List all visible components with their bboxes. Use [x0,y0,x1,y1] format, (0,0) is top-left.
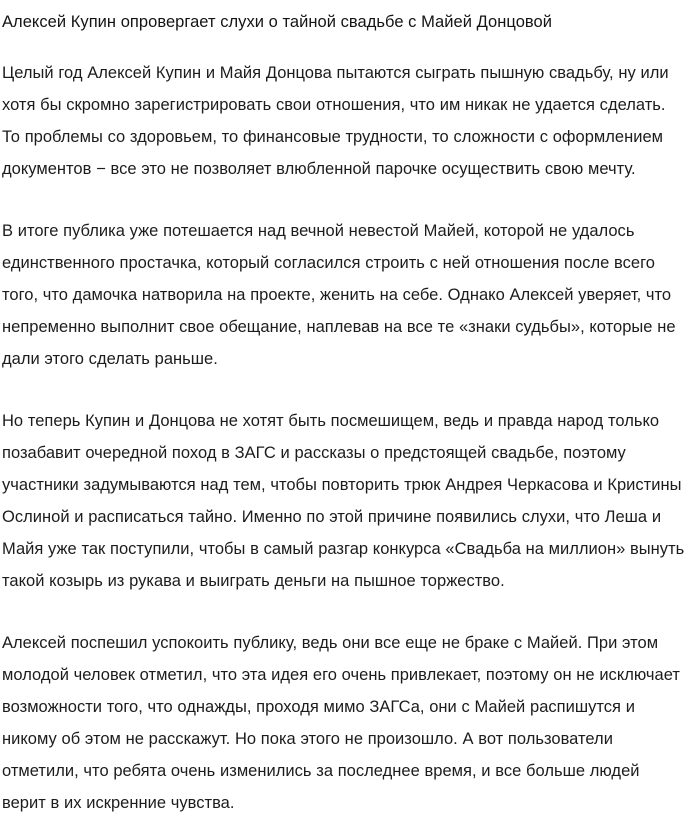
article-paragraph: Но теперь Купин и Донцова не хотят быть посмешищем, ведь и правда народ только позабавит очередной поход в ЗАГС и рассказы о предстоящей свадьбе, поэтому участники задумываются над тем, чтобы повторить трюк Андрея Черкасова и Кристины Ослиной и расписаться тайно. Именно по этой причине появились слухи, что Леша и Майя уже так поступили, чтобы в самый разгар конкурса «Свадьба на миллион» вынуть такой козырь из рукава и выиграть деньги на пышное торжество. [2,412,685,590]
article-paragraph: Целый год Алексей Купин и Майя Донцова пытаются сыграть пышную свадьбу, ну или хотя бы скромно зарегистрировать свои отношения, что им никак не удается сделать. То проблемы со здоровьем, то финансовые трудности, то сложности с оформлением документов − все это не позволяет влюбленной парочке осуществить свою мечту. [2,64,669,178]
article-paragraph: Алексей поспешил успокоить публику, ведь они все еще не браке с Майей. При этом молодой человек отметил, что эта идея его очень привлекает, поэтому он не исключает возможности того, что однажды, проходя мимо ЗАГСа, они с Майей распишутся и никому об этом не расскажут. Но пока этого не произошло. А вот пользователи отметили, что ребята очень изменились за последнее время, и все больше людей верит в их искренние чувства. [2,634,680,812]
article-body [2,57,687,819]
article-paragraph: В итоге публика уже потешается над вечной невестой Майей, которой не удалось единственного простачка, который согласился строить с ней отношения после всего того, что дамочка натворила на проекте, женить на себе. Однако Алексей уверяет, что непременно выполнит свое обещание, наплевав на все те «знаки судьбы», которые не дали этого сделать раньше. [2,222,676,368]
page-title: Алексей Купин опровергает слухи о тайной свадьбе с Майей Донцовой [2,13,552,31]
